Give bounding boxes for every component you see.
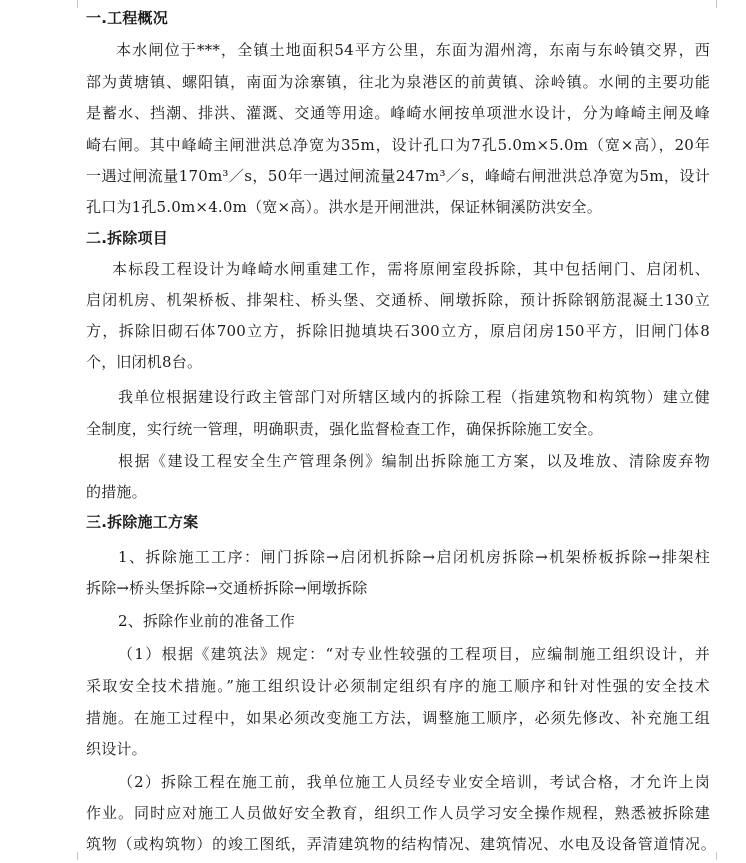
corner-mark-icon (70, 852, 78, 860)
paragraph-line: 根据《建设工程安全生产管理条例》编制出拆除施工方案，以及堆放、清除废弃物 (118, 452, 710, 470)
paragraph-line: 采取安全技术措施。”施工组织设计必须制定组织有序的施工顺序和针对性强的安全技术 (86, 677, 710, 695)
paragraph-line: （1）根据《建筑法》规定：“对专业性较强的工程项目，应编制施工组织设计，并 (118, 645, 710, 663)
paragraph-line: 孔口为1孔5.0m×4.0m（宽×高）。洪水是开闸泄洪，保证林铜溪防洪安全。 (86, 198, 602, 216)
paragraph-line: 本水闸位于***，全镇土地面积54平方公里，东面为湄州湾，东南与东岭镇交界，西 (116, 41, 710, 59)
paragraph-line: 作业。同时应对施工人员做好安全教育，组织工作人员学习安全操作规程，熟悉被拆除建 (86, 804, 710, 822)
section-heading-overview: 一.工程概况 (86, 9, 168, 27)
paragraph-line: 筑物（或构筑物）的竣工图纸，弄清建筑物的结构情况、建筑情况、水电及设备管道情况。 (86, 835, 716, 853)
section-heading-demolition-items: 二.拆除项目 (86, 229, 168, 247)
paragraph-line: 是蓄水、挡潮、排洪、灌溉、交通等用途。峰崎水闸按单项泄水设计，分为峰崎主闸及峰 (86, 104, 710, 122)
paragraph-line: 方，拆除旧砌石体700立方，拆除旧抛填块石300立方，原启闭房150平方，旧闸门体8 (86, 322, 710, 340)
paragraph-line: 启闭机房、机架桥板、排架柱、桥头堡、交通桥、闸墩拆除，预计拆除钢筋混凝土130立 (86, 291, 710, 309)
paragraph-line: 拆除→桥头堡拆除→交通桥拆除→闸墩拆除 (86, 579, 368, 597)
paragraph-line: 部为黄塘镇、螺阳镇，南面为涂寨镇，往北为泉港区的前黄镇、涂岭镇。水闸的主要功能 (86, 73, 710, 91)
corner-mark-icon (716, 0, 724, 8)
paragraph-line: 本标段工程设计为峰崎水闸重建工作，需将原闸室段拆除，其中包括闸门、启闭机、 (112, 260, 710, 278)
paragraph-line: 2、拆除作业前的准备工作 (118, 612, 295, 630)
paragraph-line: 织设计。 (86, 740, 147, 758)
paragraph-line: 的措施。 (86, 483, 147, 501)
corner-mark-icon (716, 852, 724, 860)
paragraph-line: 我单位根据建设行政主管部门对所辖区域内的拆除工程（指建筑物和构筑物）建立健 (118, 388, 710, 406)
section-heading-demolition-plan: 三.拆除施工方案 (86, 513, 199, 531)
paragraph-line: 个，旧闭机8台。 (86, 353, 203, 371)
paragraph-line: 一遇过闸流量170m³／s，50年一遇过闸流量247m³／s，峰崎右闸泄洪总净宽为5m，设计 (86, 167, 710, 185)
paragraph-line: 措施。在施工过程中，如果必须改变施工方法，调整施工顺序，必须先修改、补充施工组 (86, 709, 710, 727)
paragraph-line: 全制度，实行统一管理，明确职责，强化监督检查工作，确保拆除施工安全。 (86, 420, 603, 438)
paragraph-line: （2）拆除工程在施工前，我单位施工人员经专业安全培训，考试合格，才允许上岗 (118, 773, 710, 791)
paragraph-line: 1、拆除施工工序：闸门拆除→启闭机拆除→启闭机房拆除→机架桥板拆除→排架柱 (118, 548, 710, 566)
paragraph-line: 崎右闸。其中峰崎主闸泄洪总净宽为35m，设计孔口为7孔5.0m×5.0m（宽×高），20年 (86, 136, 710, 154)
corner-mark-icon (70, 0, 78, 8)
